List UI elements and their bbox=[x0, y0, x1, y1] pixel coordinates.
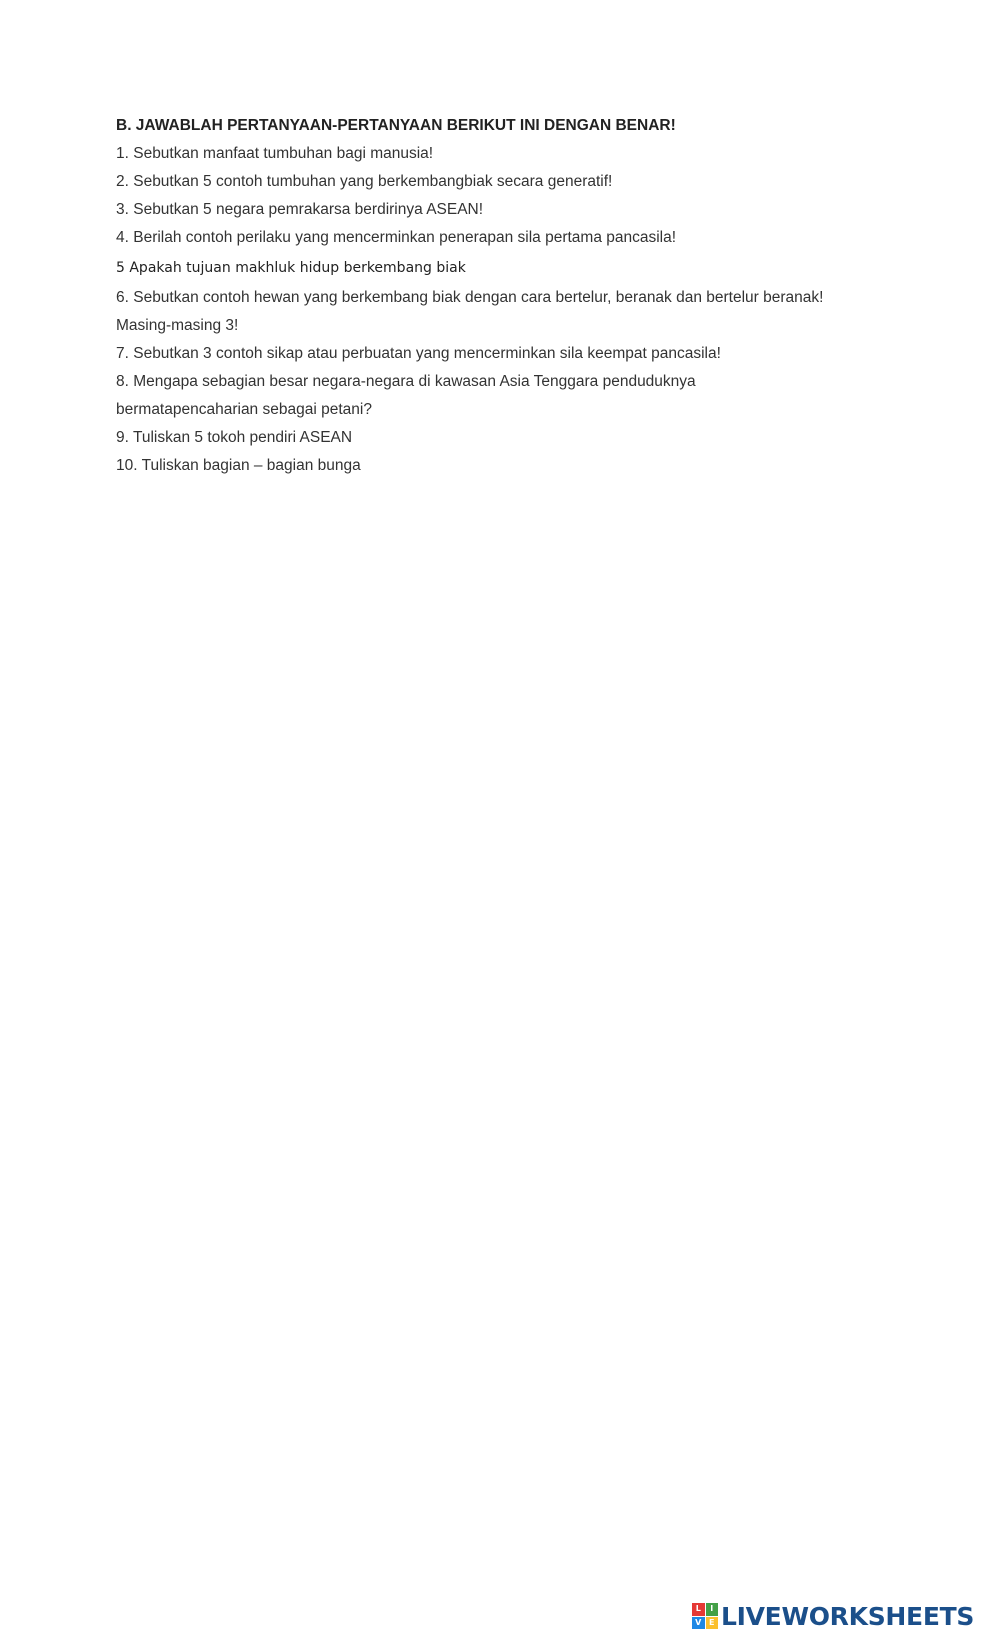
logo-tile: E bbox=[706, 1617, 719, 1630]
worksheet-content bbox=[116, 112, 976, 480]
question-line: 7. Sebutkan 3 contoh sikap atau perbuatan yang mencerminkan sila keempat pancasila! bbox=[116, 345, 721, 362]
question-line: 5 Apakah tujuan makhluk hidup berkembang biak bbox=[116, 260, 466, 276]
section-heading: B. JAWABLAH PERTANYAAN-PERTANYAAN BERIKUT INI DENGAN BENAR! bbox=[116, 117, 676, 134]
question-line: 3. Sebutkan 5 negara pemrakarsa berdirinya ASEAN! bbox=[116, 201, 484, 218]
logo-tile: V bbox=[692, 1617, 705, 1630]
question-line: 9. Tuliskan 5 tokoh pendiri ASEAN bbox=[116, 429, 353, 446]
question-line: 6. Sebutkan contoh hewan yang berkembang biak dengan cara bertelur, beranak dan bertelur beranak! bbox=[116, 289, 824, 306]
question-line: 1. Sebutkan manfaat tumbuhan bagi manusia! bbox=[116, 145, 434, 162]
liveworksheets-logo-icon bbox=[692, 1603, 718, 1629]
question-line: 10. Tuliskan bagian – bagian bunga bbox=[116, 457, 361, 474]
question-line-continuation: bermatapencaharian sebagai petani? bbox=[116, 401, 372, 418]
question-line: 8. Mengapa sebagian besar negara-negara di kawasan Asia Tenggara penduduknya bbox=[116, 373, 696, 390]
logo-tile: I bbox=[706, 1603, 719, 1616]
question-line: 2. Sebutkan 5 contoh tumbuhan yang berkembangbiak secara generatif! bbox=[116, 173, 613, 190]
logo-tile: L bbox=[692, 1603, 705, 1616]
question-line: 4. Berilah contoh perilaku yang mencerminkan penerapan sila pertama pancasila! bbox=[116, 229, 677, 246]
logo-wordmark: LIVEWORKSHEETS bbox=[721, 1601, 975, 1631]
liveworksheets-logo bbox=[692, 1600, 974, 1632]
question-line-continuation: Masing-masing 3! bbox=[116, 317, 239, 334]
